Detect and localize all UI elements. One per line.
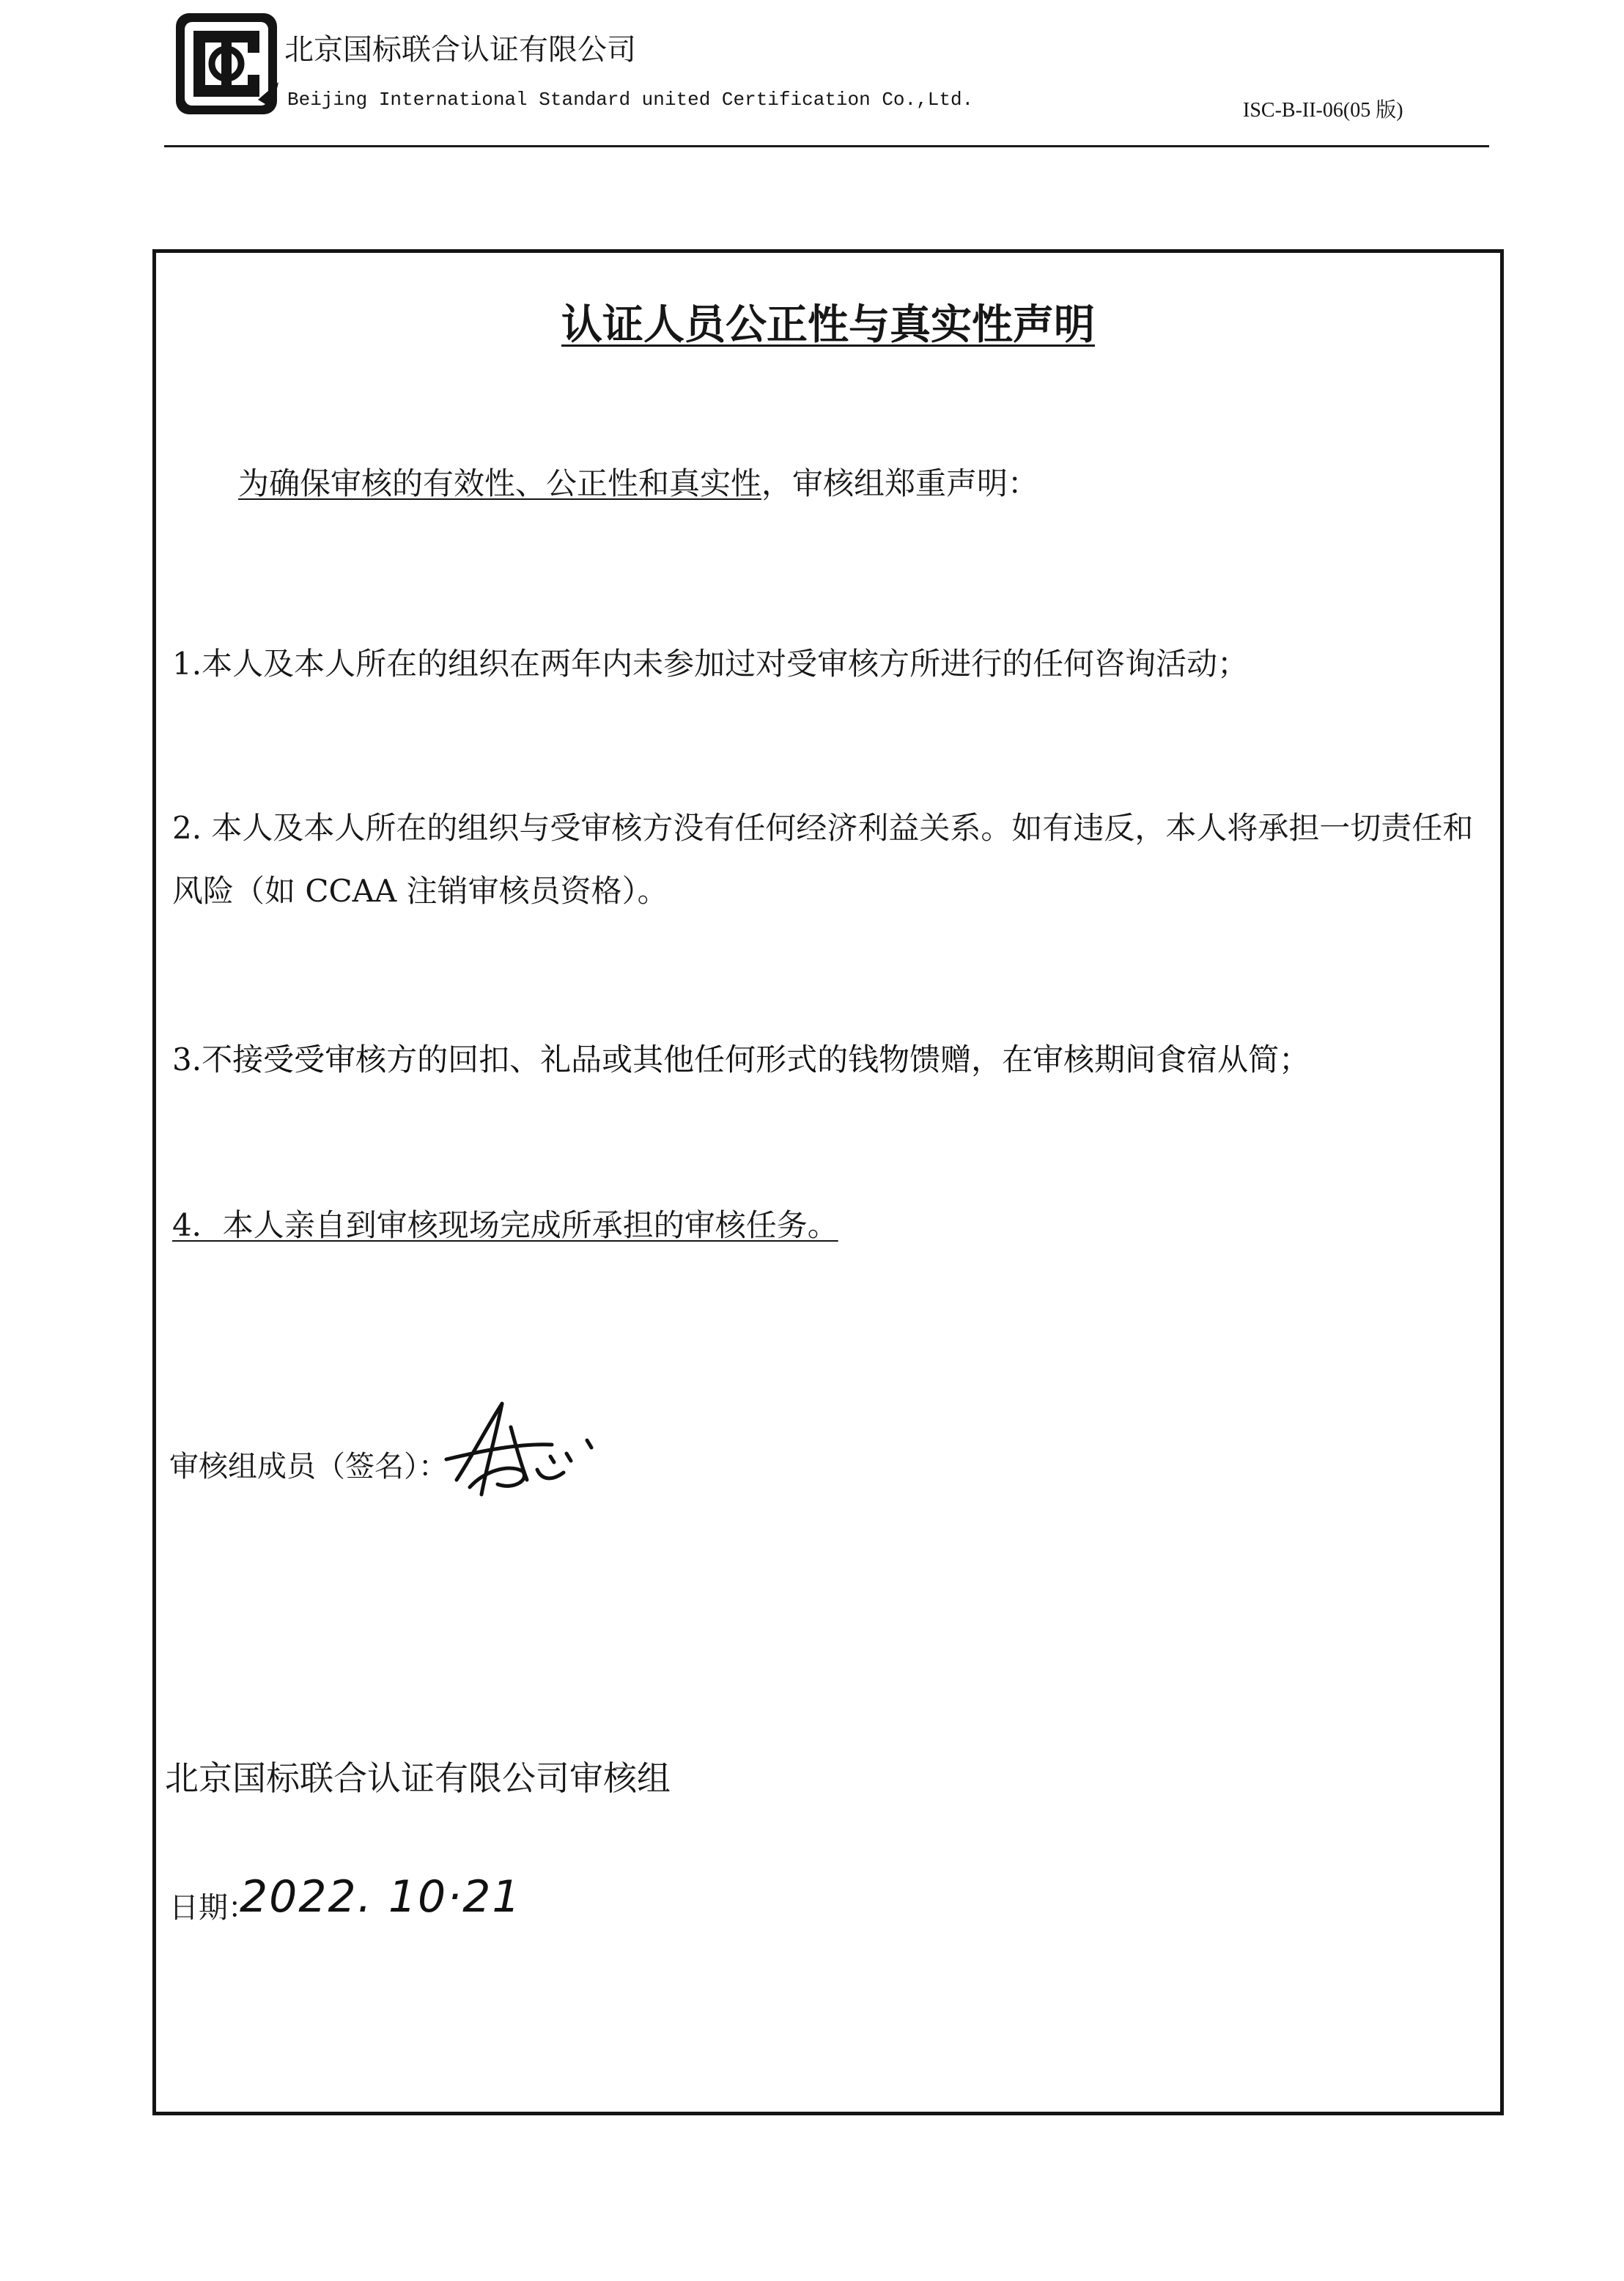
- audit-team-organization: 北京国标联合认证有限公司审核组: [165, 1758, 671, 1798]
- handwritten-signature: [440, 1398, 602, 1500]
- document-code: ISC-B-II-06(05 版): [1243, 99, 1403, 122]
- declaration-item-2-line-1: 2. 本人及本人所在的组织与受审核方没有任何经济利益关系。如有违反，本人将承担一切责任和: [172, 810, 1474, 846]
- declaration-form-box: [152, 249, 1504, 2115]
- intro-rest-text: ，审核组郑重声明：: [761, 465, 1039, 501]
- company-name-english: Beijing International Standard united Certification Co.,Ltd.: [287, 89, 974, 111]
- signature-label: 审核组成员（签名）：: [169, 1450, 448, 1484]
- declaration-item-1: 1.本人及本人所在的组织在两年内未参加过对受审核方所进行的任何咨询活动；: [172, 646, 1249, 682]
- date-label: 日期：: [169, 1891, 257, 1925]
- declaration-item-3: 3.不接受受审核方的回扣、礼品或其他任何形式的钱物馈赠，在审核期间食宿从简；: [172, 1042, 1310, 1077]
- intro-underlined-text: 为确保审核的有效性、公正性和真实性: [238, 465, 762, 501]
- header-divider: [164, 145, 1489, 147]
- declaration-item-4: 4．本人亲自到审核现场完成所承担的审核任务。: [172, 1207, 838, 1243]
- company-name-chinese: 北京国标联合认证有限公司: [284, 33, 636, 67]
- form-title: 认证人员公正性与真实性声明: [561, 301, 1095, 349]
- intro-statement: [238, 465, 1038, 502]
- isc-logo-icon: [173, 10, 283, 120]
- handwritten-date: 2022. 10·21: [240, 1871, 522, 1923]
- declaration-item-2-line-2: 风险（如 CCAA 注销审核员资格）。: [172, 873, 668, 909]
